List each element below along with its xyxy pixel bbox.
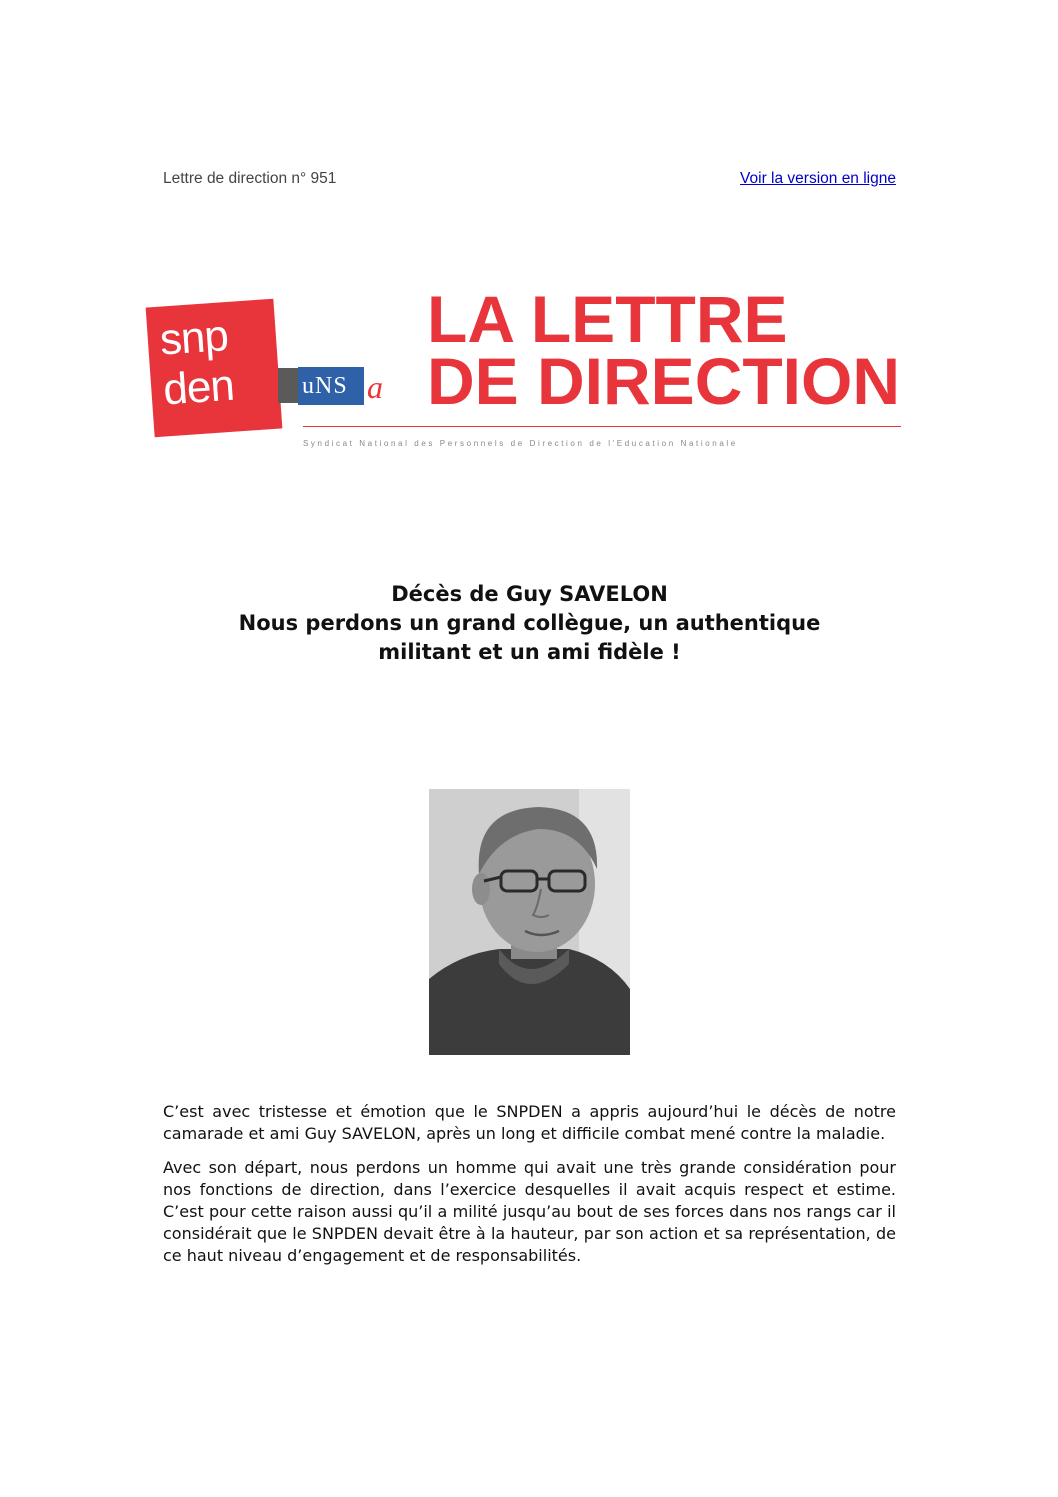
headline-line-3: militant et un ami fidèle ! — [378, 640, 681, 664]
masthead-title-line1: LA LETTRE — [427, 282, 788, 356]
headline-line-1: Décès de Guy SAVELON — [391, 582, 668, 606]
unsa-logo — [298, 367, 364, 405]
portrait-photo — [429, 789, 630, 1055]
logo-den-text: den — [161, 360, 236, 415]
masthead-tagline: Syndicat National des Personnels de Direction de l'Education Nationale — [303, 439, 738, 448]
article-paragraph-2: Avec son départ, nous perdons un homme qui avait une très grande considération pour nos fonctions de direction, dans l’exercice desquelles il avait acquis respect et estime. C’est pour cette raison aussi qu’il a milité jusqu’au bout de ses forces dans nos rangs car il considérait que le SNPDEN devait être à la hauteur, par son action et sa représentation, de ce haut niveau d’engagement et de responsabilités. — [163, 1158, 896, 1265]
masthead-divider — [303, 426, 901, 427]
article-paragraph-1: C’est avec tristesse et émotion que le SNPDEN a appris aujourd’hui le décès de notre camarade et ami Guy SAVELON, après un long et difficile combat mené contre la maladie. — [163, 1102, 896, 1143]
snpden-logo — [146, 299, 283, 438]
logo-gray-bar — [278, 368, 298, 403]
issue-number: Lettre de direction n° 951 — [163, 170, 337, 187]
unsa-logo-text: uNS — [302, 373, 348, 399]
logo-snp-text: snp — [158, 311, 230, 365]
unsa-logo-a: a — [367, 369, 383, 405]
online-version-link[interactable]: Voir la version en ligne — [740, 170, 896, 187]
masthead-title-line2: DE DIRECTION — [427, 344, 901, 418]
top-bar — [163, 168, 896, 190]
article-headline — [163, 580, 896, 667]
portrait-illustration — [429, 789, 630, 1055]
article-body — [163, 1101, 896, 1279]
headline-line-2: Nous perdons un grand collègue, un authentique — [238, 611, 821, 635]
